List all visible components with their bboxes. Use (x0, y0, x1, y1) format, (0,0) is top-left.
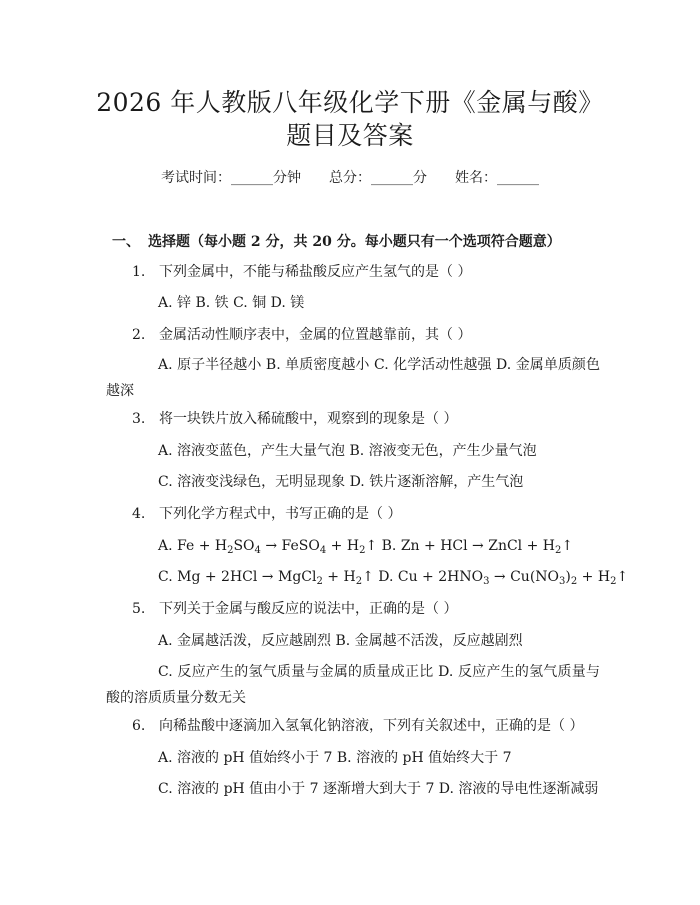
question-text: 下列化学方程式中，书写正确的是（ ） (159, 506, 402, 522)
question-text: 金属活动性顺序表中，金属的位置越靠前，其（ ） (159, 327, 472, 343)
section-title: 选择题（每小题 2 分，共 20 分。每小题只有一个选项符合题意） (148, 234, 561, 250)
document-title-line1: 2026 年人教版八年级化学下册《金属与酸》 (96, 88, 604, 117)
question-4-options-line1: A. $Fe + H_2SO_4$ → FeSO$_4$ + $H_2↑$ B. Zn + HCl → ZnCl + $H_2↑$ (158, 538, 574, 556)
question-3-options-line1: A. 溶液变蓝色，产生大量气泡 B. 溶液变无色，产生少量气泡 (158, 443, 537, 459)
section-heading (112, 232, 561, 252)
question-4-stem (132, 504, 401, 524)
question-1-stem (132, 262, 471, 282)
question-number: 6. (132, 718, 146, 734)
question-text: 下列金属中，不能与稀盐酸反应产生氢气的是（ ） (159, 264, 472, 280)
exam-score: 总分：______分 (329, 170, 427, 186)
document-title-line2: 题目及答案 (286, 121, 414, 150)
question-1-options: A. 锌 B. 铁 C. 铜 D. 镁 (158, 295, 305, 311)
question-number: 1. (132, 264, 146, 280)
question-6-stem (132, 716, 583, 736)
question-2-options: A. 原子半径越小 B. 单质密度越小 C. 化学活动性越强 D. 金属单质颜色越深 (106, 357, 600, 399)
question-5-stem (132, 599, 457, 619)
question-number: 2. (132, 327, 146, 343)
question-text: 下列关于金属与酸反应的说法中，正确的是（ ） (159, 601, 458, 617)
question-3-options-line2: C. 溶液变浅绿色，无明显现象 D. 铁片逐渐溶解，产生气泡 (158, 474, 524, 490)
question-6-options-line2: C. 溶液的 pH 值由小于 7 逐渐增大到大于 7 D. 溶液的导电性逐渐减弱 (158, 781, 599, 797)
question-4-options-line2: C. Mg + 2HCl → MgCl$_2$ + $H_2↑$ D. $Cu + 2HNO_3 \to Cu(NO_3)_2$ + $H_2↑$ (158, 569, 629, 587)
exam-info (0, 168, 700, 188)
question-number: 3. (132, 411, 146, 427)
section-number: 一、 (112, 234, 140, 250)
question-text: 向稀盐酸中逐滴加入氢氧化钠溶液，下列有关叙述中，正确的是（ ） (159, 718, 584, 734)
question-2-stem (132, 325, 471, 345)
question-5-options-line1: A. 金属越活泼，反应越剧烈 B. 金属越不活泼，反应越剧烈 (158, 633, 523, 649)
question-5-options-line2: C. 反应产生的氢气质量与金属的质量成正比 D. 反应产生的氢气质量与酸的溶质质量分数无关 (106, 664, 600, 706)
question-number: 4. (132, 506, 146, 522)
exam-time: 考试时间：______分钟 (161, 170, 301, 186)
question-text: 将一块铁片放入稀硫酸中，观察到的现象是（ ） (159, 411, 458, 427)
question-3-stem (132, 409, 457, 429)
question-number: 5. (132, 601, 146, 617)
exam-name: 姓名：______ (455, 170, 539, 186)
question-6-options-line1: A. 溶液的 pH 值始终小于 7 B. 溶液的 pH 值始终大于 7 (158, 750, 512, 766)
